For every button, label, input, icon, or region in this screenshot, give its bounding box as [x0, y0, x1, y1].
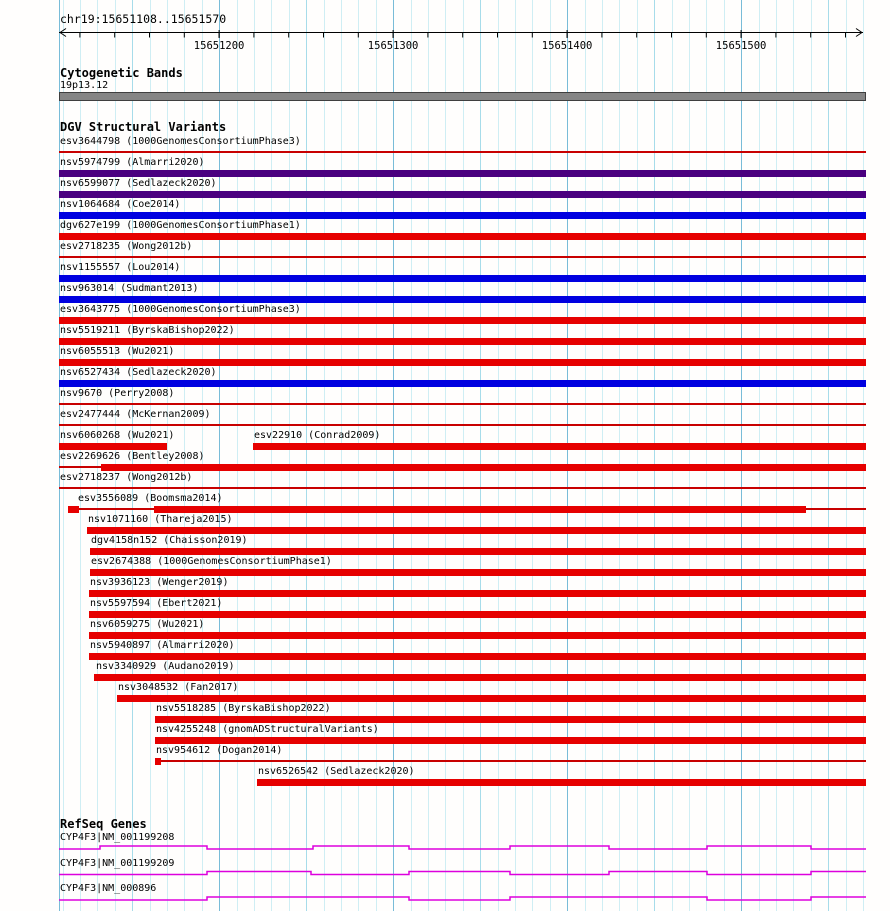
variant-label[interactable]: nsv3340929 (Audano2019) — [96, 661, 235, 672]
refseq-track-title: RefSeq Genes — [60, 817, 147, 831]
variant-label[interactable]: esv2718237 (Wong2012b) — [60, 472, 193, 483]
variant-label[interactable]: esv3643775 (1000GenomesConsortiumPhase3) — [60, 304, 301, 315]
variant-label[interactable]: esv2718235 (Wong2012b) — [60, 241, 193, 252]
variant-label[interactable]: nsv954612 (Dogan2014) — [156, 745, 283, 756]
variant-label[interactable]: nsv5974799 (Almarri2020) — [60, 157, 205, 168]
variant-label[interactable]: nsv6060268 (Wu2021) — [60, 430, 175, 441]
variant-label[interactable]: esv2269626 (Bentley2008) — [60, 451, 205, 462]
variant-label[interactable]: nsv4255248 (gnomADStructuralVariants) — [156, 724, 379, 735]
variant-label[interactable]: esv2477444 (McKernan2009) — [60, 409, 211, 420]
gene-glyph[interactable] — [59, 846, 866, 849]
region-label: chr19:15651108..15651570 — [60, 12, 227, 26]
variant-label[interactable]: nsv6055513 (Wu2021) — [60, 346, 175, 357]
variant-label[interactable]: esv3556089 (Boomsma2014) — [78, 493, 223, 504]
variant-label[interactable]: nsv1071160 (Thareja2015) — [88, 514, 233, 525]
ruler-tick-label: 15651500 — [715, 40, 767, 52]
variant-label[interactable]: nsv5519211 (ByrskaBishop2022) — [60, 325, 235, 336]
variant-label[interactable]: esv2674388 (1000GenomesConsortiumPhase1) — [91, 556, 332, 567]
dgv-track-title: DGV Structural Variants — [60, 120, 227, 134]
variant-label[interactable]: dgv627e199 (1000GenomesConsortiumPhase1) — [60, 220, 301, 231]
cytogenetic-track-title: Cytogenetic Bands — [60, 66, 183, 80]
variant-label[interactable]: nsv963014 (Sudmant2013) — [60, 283, 199, 294]
variant-label[interactable]: nsv9670 (Perry2008) — [60, 388, 175, 399]
cytogenetic-band-label: 19p13.12 — [60, 80, 109, 91]
ruler-tick-label: 15651200 — [193, 40, 245, 52]
variant-label[interactable]: nsv6599077 (Sedlazeck2020) — [60, 178, 217, 189]
variant-label[interactable]: esv3644798 (1000GenomesConsortiumPhase3) — [60, 136, 301, 147]
ruler-tick-label: 15651300 — [367, 40, 419, 52]
gene-glyph[interactable] — [59, 897, 866, 900]
gene-label[interactable]: CYP4F3|NM_001199209 — [60, 857, 175, 869]
variant-label[interactable]: nsv1155557 (Lou2014) — [60, 262, 181, 273]
ruler-tick-label: 15651400 — [541, 40, 593, 52]
gene-glyph[interactable] — [59, 872, 866, 875]
variant-label[interactable]: nsv1064684 (Coe2014) — [60, 199, 181, 210]
variant-label[interactable]: nsv3936123 (Wenger2019) — [90, 577, 229, 588]
variant-label[interactable]: nsv5940897 (Almarri2020) — [90, 640, 235, 651]
variant-label[interactable]: esv22910 (Conrad2009) — [254, 430, 381, 441]
variant-label[interactable]: nsv3048532 (Fan2017) — [118, 682, 239, 693]
variant-label[interactable]: dgv4158n152 (Chaisson2019) — [91, 535, 248, 546]
variant-label[interactable]: nsv6527434 (Sedlazeck2020) — [60, 367, 217, 378]
gene-label[interactable]: CYP4F3|NM_000896 — [60, 883, 157, 894]
variant-label[interactable]: nsv6059275 (Wu2021) — [90, 619, 205, 630]
variant-label[interactable]: nsv5597594 (Ebert2021) — [90, 598, 223, 609]
variant-label[interactable]: nsv5518285 (ByrskaBishop2022) — [156, 703, 331, 714]
variant-label[interactable]: nsv6526542 (Sedlazeck2020) — [258, 766, 415, 777]
gene-label[interactable]: CYP4F3|NM_001199208 — [60, 832, 175, 843]
